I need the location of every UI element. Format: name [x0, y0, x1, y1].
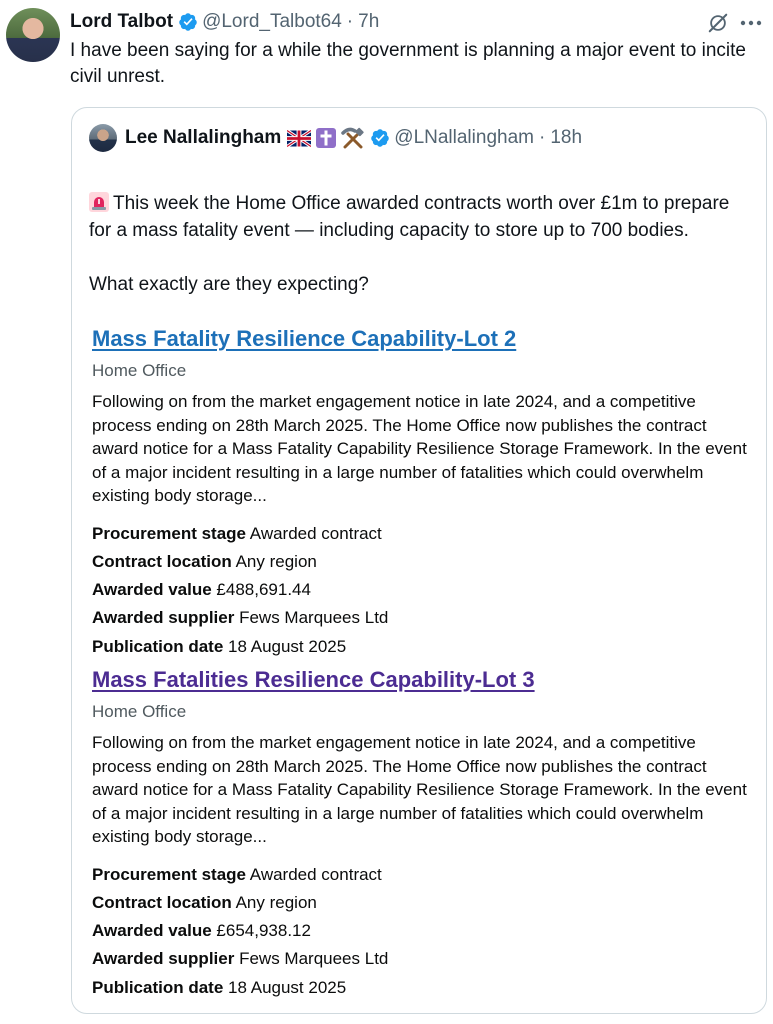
quote-text-block	[89, 163, 749, 298]
quote-author-name[interactable]: Lee Nallalingham	[125, 127, 282, 148]
notice-description: Following on from the market engagement notice in late 2024, and a competitive process ending on 28th March 2025. The Home Office now publishes the contract award notice for a Mass Fatality Capability Resilience Storage Framework. In the event of a major incident resulting in a large number of fatalities which could overwhelm existing body storage...	[92, 733, 747, 846]
field-label: Contract location	[92, 892, 232, 912]
quote-text: This week the Home Office awarded contracts worth over £1m to prepare for a mass fatality event — including capacity to store up to 700 bodies. What exactly are they expecting?	[89, 193, 730, 295]
field-label: Publication date	[92, 636, 224, 656]
notice-field	[92, 548, 752, 576]
notice-field	[92, 520, 752, 548]
notice-field	[92, 889, 752, 917]
quote-header	[89, 125, 582, 151]
tweet-header	[70, 10, 379, 34]
notice-title-link[interactable]: Mass Fatality Resilience Capability-Lot 2	[92, 326, 517, 351]
field-label: Contract location	[92, 551, 232, 571]
verified-icon	[178, 12, 198, 32]
notice-title-link[interactable]: Mass Fatalities Resilience Capability-Lot 3	[92, 667, 535, 692]
latin-cross-icon	[315, 127, 337, 149]
quote-author-handle[interactable]: @LNallalingham	[394, 127, 534, 148]
quote-time[interactable]: 18h	[550, 127, 583, 148]
notice-meta	[92, 861, 752, 1002]
dot-separator: ·	[346, 11, 354, 32]
field-label: Awarded value	[92, 580, 212, 600]
flag-uk-icon	[287, 130, 311, 147]
notice-field	[92, 945, 752, 973]
field-value: Awarded contract	[249, 523, 382, 543]
field-value: Any region	[235, 551, 317, 571]
notice-field	[92, 974, 752, 1002]
field-value: Awarded contract	[249, 864, 382, 884]
field-value: Fews Marquees Ltd	[239, 608, 389, 628]
field-value: 18 August 2025	[228, 636, 347, 656]
field-label: Awarded supplier	[92, 608, 235, 628]
field-label: Procurement stage	[92, 523, 246, 543]
field-value: £488,691.44	[216, 580, 311, 600]
field-value: £654,938.12	[216, 921, 311, 941]
field-label: Awarded supplier	[92, 949, 235, 969]
author-avatar[interactable]	[6, 8, 60, 62]
notice-meta	[92, 520, 752, 661]
notice-organisation: Home Office	[92, 702, 187, 721]
notice-field	[92, 633, 752, 661]
notice-description: Following on from the market engagement notice in late 2024, and a competitive process ending on 28th March 2025. The Home Office now publishes the contract award notice for a Mass Fatality Capability Resilience Storage Framework. In the event of a major incident resulting in a large number of fatalities which could overwhelm existing body storage...	[92, 392, 747, 505]
quote-author-avatar[interactable]	[89, 124, 117, 152]
field-value: Fews Marquees Ltd	[239, 949, 389, 969]
contract-notice-lot-2	[92, 325, 752, 661]
grok-icon[interactable]	[707, 12, 729, 34]
siren-icon	[89, 192, 109, 212]
hammer-and-pick-icon	[341, 127, 365, 149]
contract-notice-lot-3	[92, 666, 752, 1002]
author-name[interactable]: Lord Talbot	[70, 11, 174, 32]
tweet-time[interactable]: 7h	[358, 11, 380, 32]
notice-field	[92, 861, 752, 889]
dot-separator: ·	[538, 127, 546, 148]
notice-field	[92, 604, 752, 632]
notice-organisation: Home Office	[92, 361, 187, 380]
tweet-text: I have been saying for a while the government is planning a major event to incite civil unrest.	[70, 40, 746, 87]
field-value: 18 August 2025	[228, 977, 347, 997]
field-label: Awarded value	[92, 921, 212, 941]
quoted-tweet[interactable]	[71, 107, 767, 1014]
author-handle[interactable]: @Lord_Talbot64	[202, 11, 342, 32]
more-icon[interactable]	[738, 12, 764, 34]
field-value: Any region	[235, 892, 317, 912]
notice-field	[92, 917, 752, 945]
field-label: Publication date	[92, 977, 224, 997]
field-label: Procurement stage	[92, 864, 246, 884]
notice-field	[92, 576, 752, 604]
verified-icon	[370, 128, 390, 148]
